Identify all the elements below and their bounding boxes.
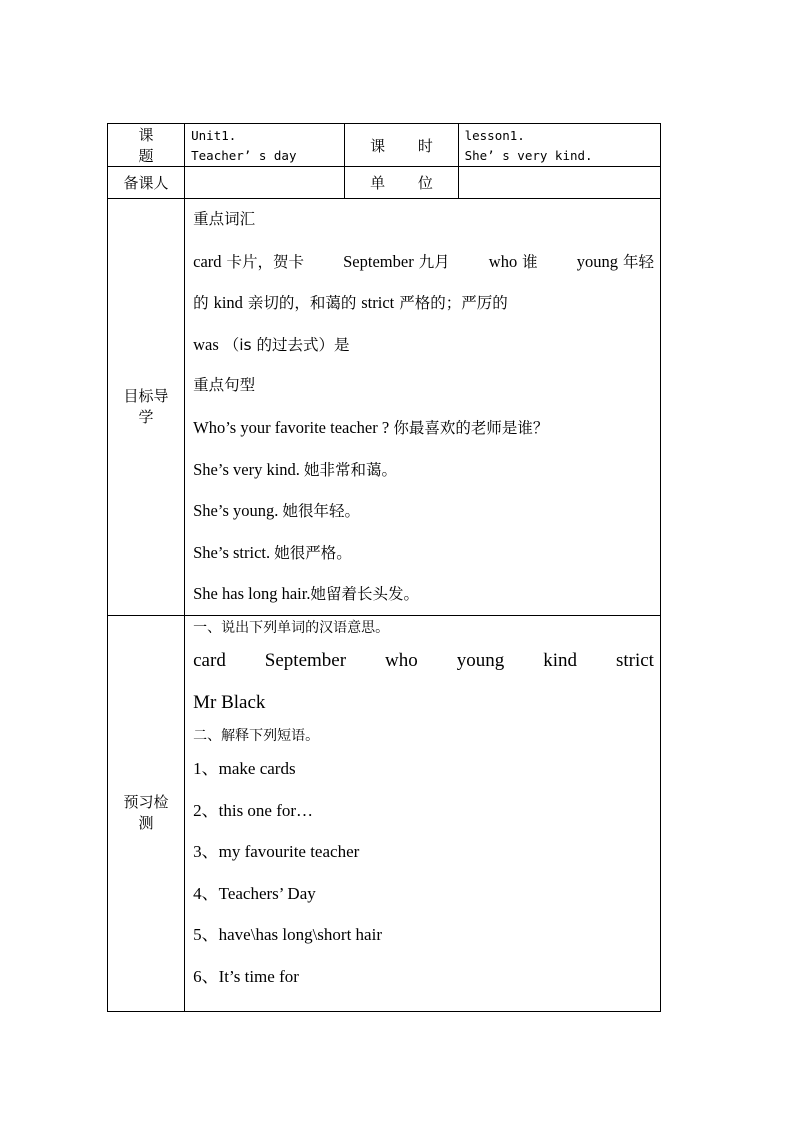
lesson-cell: [458, 124, 660, 167]
phrase-item: 3、my favourite teacher: [193, 842, 360, 862]
sentence-heading: 重点句型: [193, 376, 256, 395]
unit-cell: [185, 124, 345, 167]
unit-number: Unit1.: [191, 128, 237, 143]
word-item: kind: [543, 649, 577, 671]
lesson-plan-table: [107, 123, 661, 1012]
preview-content: [185, 615, 661, 1011]
vocab-line-1: card 卡片，贺卡 September 九月 who 谁 young 年轻: [193, 251, 654, 271]
vocab-heading: 重点词汇: [193, 210, 256, 228]
word-list: [193, 640, 654, 682]
word-item: who: [385, 649, 418, 671]
lesson-title: She’ s very kind.: [464, 148, 593, 163]
vocab-line-2: 的 kind 亲切的，和蔼的 strict 严格的；严厉的: [193, 293, 508, 313]
sentence-2: She’s very kind. 她非常和蔼。: [193, 459, 398, 479]
word-item: young: [456, 649, 505, 671]
preparer-label: 备课人: [108, 167, 185, 199]
preview-label: 预习检测: [108, 615, 185, 1011]
lesson-number: lesson1.: [464, 128, 525, 143]
period-label: 课 时: [345, 124, 458, 167]
preparer-row: [108, 167, 661, 199]
word-item-tail: Mr Black: [193, 691, 266, 713]
preview-row: [108, 615, 661, 1011]
objectives-row: [108, 199, 661, 616]
phrase-item: 2、this one for…: [193, 800, 314, 820]
word-item: strict: [615, 649, 654, 671]
task-1-instruction: 一、说出下列单词的汉语意思。: [193, 619, 390, 636]
sentence-1: Who’s your favorite teacher ? 你最喜欢的老师是谁？: [193, 417, 549, 437]
word-item: card: [193, 649, 226, 671]
preparer-value: [185, 167, 345, 199]
sentence-4: She’s strict. 她很严格。: [193, 542, 352, 562]
topic-label: 课 题: [108, 124, 185, 167]
sentence-3: She’s young. 她很年轻。: [193, 501, 361, 521]
objectives-label: 目标导学: [108, 199, 185, 616]
phrase-item: 5、have\has long\short hair: [193, 925, 382, 945]
sentence-5: She has long hair.她留着长头发。: [193, 584, 419, 604]
phrase-item: 1、make cards: [193, 758, 296, 778]
vocab-line-3: was （is 的过去式）是: [193, 334, 350, 354]
objectives-content: [185, 199, 661, 616]
phrase-item: 6、It’s time for: [193, 966, 299, 986]
word-item: September: [264, 649, 347, 671]
phrase-item: 4、Teachers’ Day: [193, 883, 316, 903]
header-row: [108, 124, 661, 167]
task-2-instruction: 二、解释下列短语。: [193, 727, 320, 744]
department-label: 单 位: [345, 167, 458, 199]
unit-title: Teacher’ s day: [191, 148, 297, 163]
department-value: [458, 167, 660, 199]
